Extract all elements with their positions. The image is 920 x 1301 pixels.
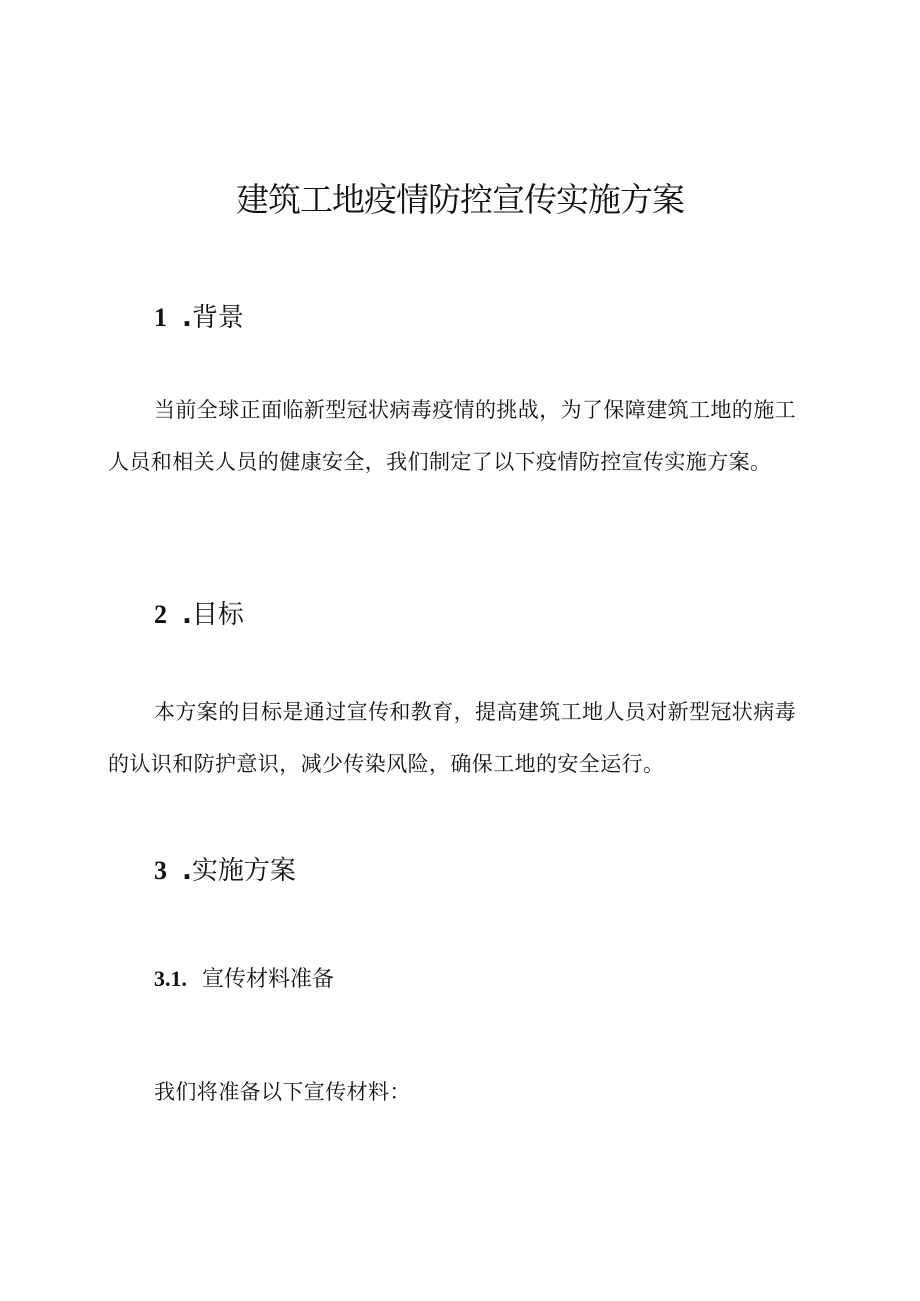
- subsection-heading-materials: [154, 962, 334, 997]
- subsection-number: 3.1.: [154, 966, 187, 991]
- section-heading-background: [154, 298, 244, 338]
- section-number-dot: .: [182, 303, 192, 333]
- document-title: 建筑工地疫情防控宣传实施方案: [236, 180, 684, 219]
- subsection-title: 宣传材料准备: [202, 967, 335, 992]
- section-heading-implementation: [154, 851, 296, 891]
- section-title: 背景: [191, 303, 244, 333]
- section-number: 3: [154, 856, 167, 885]
- section-paragraph-background: 当前全球正面临新型冠状病毒疫情的挑战，为了保障建筑工地的施工人员和相关人员的健康安全，我们制定了以下疫情防控宣传实施方案。: [108, 398, 796, 474]
- section-title: 实施方案: [191, 856, 296, 886]
- section-number: 1: [154, 303, 167, 332]
- section-title: 目标: [191, 600, 244, 630]
- section-heading-goal: [154, 595, 244, 635]
- section-number-dot: .: [182, 856, 192, 886]
- section-paragraph-goal: 本方案的目标是通过宣传和教育，提高建筑工地人员对新型冠状病毒的认识和防护意识，减少传染风险，确保工地的安全运行。: [108, 700, 796, 776]
- section-number-dot: .: [182, 600, 192, 630]
- subsection-paragraph-materials: 我们将准备以下宣传材料：: [154, 1080, 411, 1104]
- section-number: 2: [154, 600, 167, 629]
